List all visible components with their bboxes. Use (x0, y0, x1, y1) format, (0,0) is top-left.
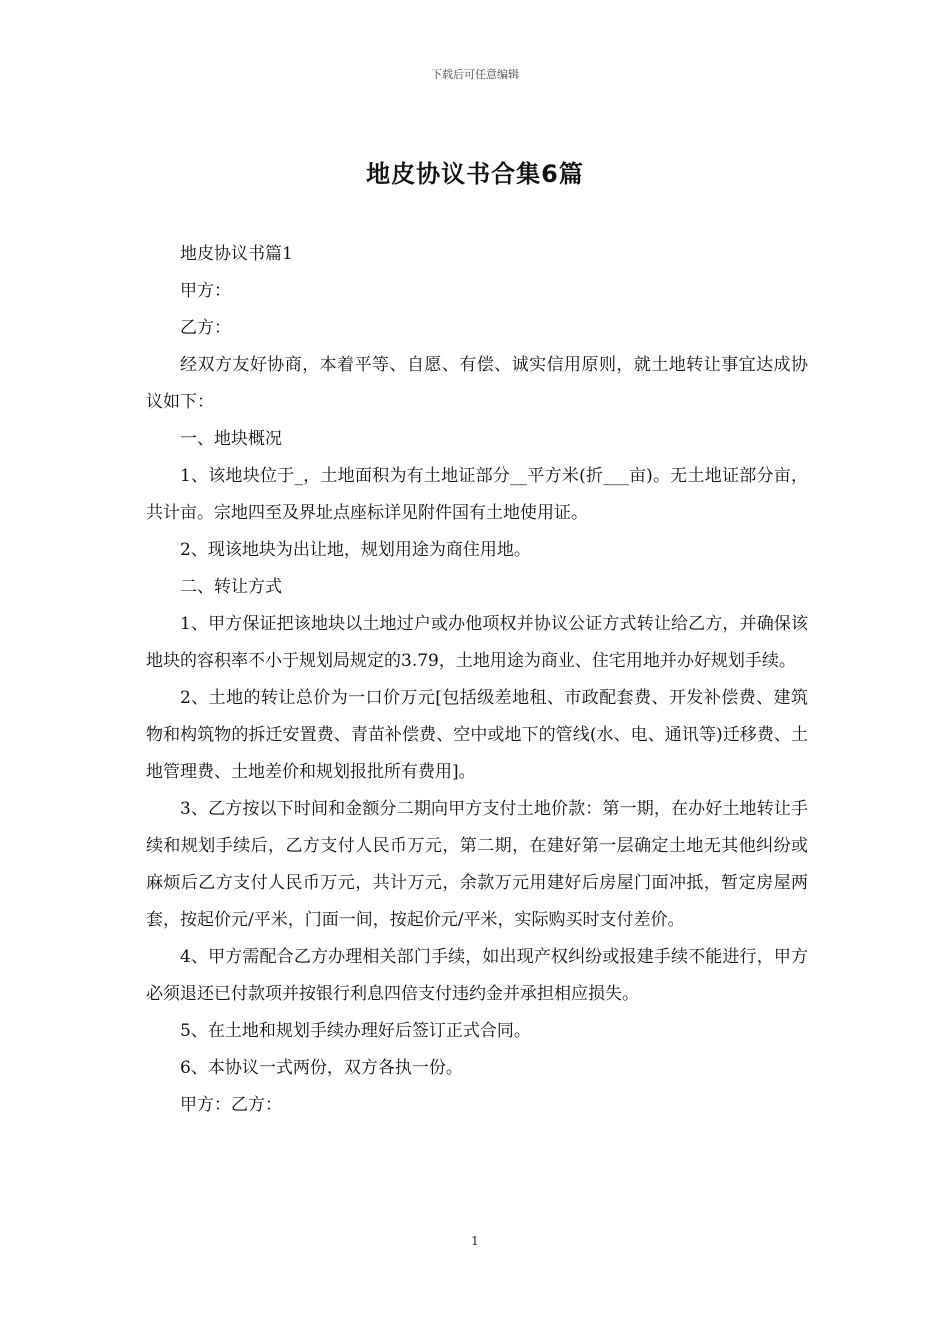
page-header: 下载后可任意编辑 (431, 68, 519, 81)
section-heading: 地皮协议书篇1 (180, 244, 293, 264)
clause-paragraph: 2、现该地块为出让地，规划用途为商住用地。 (180, 540, 531, 560)
party-b-line: 乙方： (180, 318, 231, 338)
clause-heading-1: 一、地块概况 (180, 429, 282, 449)
clause-heading-2: 二、转让方式 (180, 577, 282, 597)
page-number: 1 (471, 1234, 479, 1248)
clause-paragraph: 1、该地块位于_，土地面积为有土地证部分__平方米(折___亩)。无土地证部分亩，共计亩。宗地四至及界址点座标详见附件国有土地使用证。 (146, 466, 808, 523)
clause-paragraph: 4、甲方需配合乙方办理相关部门手续，如出现产权纠纷或报建手续不能进行，甲方必须退还已付款项并按银行利息四倍支付违约金并承担相应损失。 (146, 947, 808, 1004)
signature-line: 甲方：乙方： (180, 1095, 282, 1115)
clause-paragraph: 5、在土地和规划手续办理好后签订正式合同。 (180, 1021, 531, 1041)
party-a-line: 甲方： (180, 281, 231, 301)
clause-paragraph: 1、甲方保证把该地块以土地过户或办他项权并协议公证方式转让给乙方，并确保该地块的容积率不小于规划局规定的3.79，土地用途为商业、住宅用地并办好规划手续。 (146, 614, 808, 671)
document-body (146, 236, 808, 1124)
clause-paragraph: 6、本协议一式两份，双方各执一份。 (180, 1058, 463, 1078)
preamble-paragraph: 经双方友好协商，本着平等、自愿、有偿、诚实信用原则，就土地转让事宜达成协议如下： (146, 355, 808, 412)
document-title: 地皮协议书合集6篇 (366, 160, 584, 188)
clause-paragraph: 2、土地的转让总价为一口价万元[包括级差地租、市政配套费、开发补偿费、建筑物和构筑物的拆迁安置费、青苗补偿费、空中或地下的管线(水、电、通讯等)迁移费、土地管理费、土地差价和规划报批所有费用]。 (146, 688, 808, 782)
clause-paragraph: 3、乙方按以下时间和金额分二期向甲方支付土地价款：第一期，在办好土地转让手续和规划手续后，乙方支付人民币万元，第二期，在建好第一层确定土地无其他纠纷或麻烦后乙方支付人民币万元，共计万元，余款万元用建好后房屋门面冲抵，暂定房屋两套，按起价元/平米，门面一间，按起价元/平米，实际购买时支付差价。 (146, 799, 808, 930)
